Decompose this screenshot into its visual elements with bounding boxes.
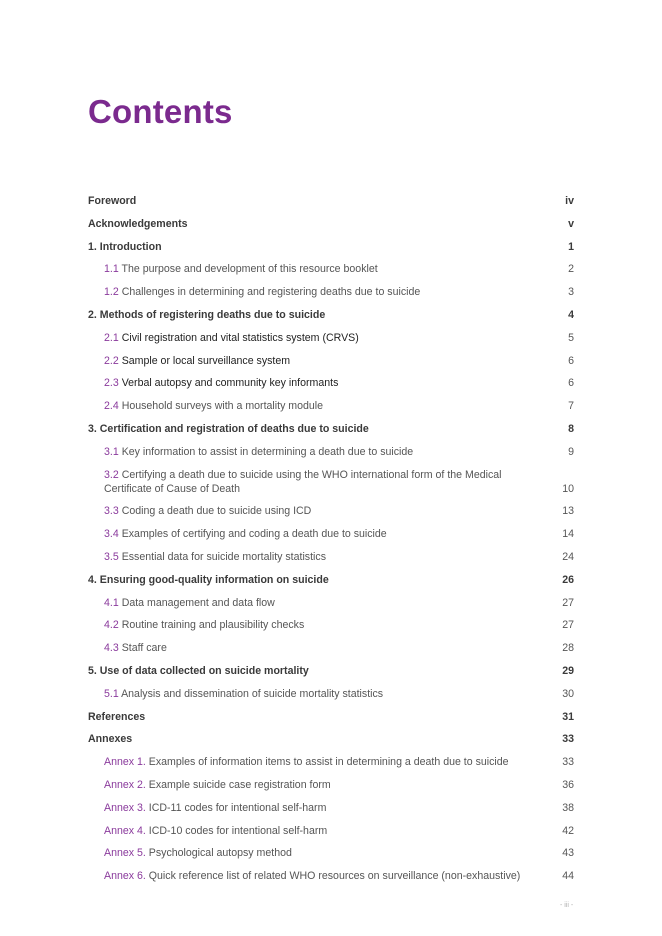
toc-entry-number: 1.1 <box>104 263 119 276</box>
toc-page-number: 33 <box>562 756 574 769</box>
table-of-contents <box>88 190 574 888</box>
toc-entry-title <box>104 399 323 413</box>
toc-page-number: 33 <box>562 733 574 746</box>
toc-section-entry[interactable] <box>88 213 574 236</box>
toc-entry-text: Staff care <box>121 642 167 655</box>
toc-entry-title <box>88 732 132 746</box>
toc-section-entry[interactable] <box>88 569 574 592</box>
toc-subsection-entry[interactable] <box>88 500 574 523</box>
toc-page-number: 36 <box>562 778 574 791</box>
toc-subsection-entry[interactable] <box>88 350 574 373</box>
toc-subsection-entry[interactable] <box>88 327 574 350</box>
toc-entry-title <box>104 801 326 815</box>
toc-entry-number: 3.2 <box>104 468 119 481</box>
toc-page-number: 6 <box>568 354 574 367</box>
toc-subsection-entry[interactable] <box>88 395 574 418</box>
toc-entry-text: 1. Introduction <box>88 240 162 253</box>
toc-page-number: 44 <box>562 870 574 883</box>
toc-entry-number: 5.1 <box>104 687 119 700</box>
toc-subsection-entry[interactable] <box>88 865 574 888</box>
toc-page-number: 10 <box>562 482 574 495</box>
toc-entry-text: Psychological autopsy method <box>148 847 292 860</box>
page-number-footer: - iii - <box>560 902 574 909</box>
toc-subsection-entry[interactable] <box>88 820 574 843</box>
toc-page-number: 24 <box>562 550 574 563</box>
toc-page-number: 9 <box>568 445 574 458</box>
toc-entry-title <box>88 710 145 724</box>
toc-section-entry[interactable] <box>88 304 574 327</box>
toc-page-number: 42 <box>562 824 574 837</box>
toc-entry-number: 1.2 <box>104 286 119 299</box>
toc-entry-title <box>104 869 520 883</box>
toc-entry-text: Coding a death due to suicide using ICD <box>121 505 312 518</box>
toc-page-number: 13 <box>562 505 574 518</box>
toc-entry-text: Key information to assist in determining a death due to suicide <box>121 445 414 458</box>
toc-entry-text: Examples of certifying and coding a death due to suicide <box>121 528 387 541</box>
toc-entry-number: 2.3 <box>104 377 119 390</box>
toc-subsection-entry[interactable] <box>88 751 574 774</box>
toc-subsection-entry[interactable] <box>88 614 574 637</box>
toc-entry-text: Examples of information items to assist in determining a death due to suicide <box>148 756 509 769</box>
toc-entry-text: 4. Ensuring good-quality information on suicide <box>88 573 329 586</box>
toc-subsection-entry[interactable] <box>88 546 574 569</box>
toc-entry-title <box>88 240 162 254</box>
toc-page-number: 27 <box>562 619 574 632</box>
toc-entry-title <box>104 354 290 368</box>
toc-page-number: 4 <box>568 308 574 321</box>
toc-entry-text: Analysis and dissemination of suicide mortality statistics <box>121 687 384 700</box>
toc-page-number: iv <box>565 195 574 207</box>
toc-entry-text: Routine training and plausibility checks <box>121 619 305 632</box>
toc-subsection-entry[interactable] <box>88 258 574 281</box>
toc-entry-title <box>88 422 369 436</box>
toc-section-entry[interactable] <box>88 418 574 441</box>
toc-entry-number: Annex 2. <box>104 778 146 791</box>
toc-entry-text: 5. Use of data collected on suicide mortality <box>88 664 309 677</box>
toc-entry-text: Civil registration and vital statistics system (CRVS) <box>121 331 359 344</box>
toc-entry-text: Annexes <box>88 733 133 746</box>
toc-section-entry[interactable] <box>88 660 574 683</box>
toc-entry-number: 2.2 <box>104 354 119 367</box>
toc-entry-title <box>88 573 329 587</box>
toc-entry-number: 4.1 <box>104 596 119 609</box>
toc-section-entry[interactable] <box>88 706 574 729</box>
toc-entry-title <box>88 308 325 322</box>
toc-entry-title <box>104 687 383 701</box>
toc-page-number: 28 <box>562 642 574 655</box>
toc-entry-text: Challenges in determining and registering deaths due to suicide <box>121 286 421 299</box>
toc-section-entry[interactable] <box>88 728 574 751</box>
toc-page-number: 38 <box>562 801 574 814</box>
toc-subsection-entry[interactable] <box>88 637 574 660</box>
toc-entry-title <box>88 194 136 208</box>
toc-page-number: 14 <box>562 528 574 541</box>
toc-entry-number: Annex 6. <box>104 870 146 883</box>
toc-page-number: 43 <box>562 847 574 860</box>
toc-entry-text: Data management and data flow <box>121 596 275 609</box>
toc-entry-text: Sample or local surveillance system <box>121 354 291 367</box>
toc-entry-number: 2.4 <box>104 400 119 413</box>
toc-entry-title <box>104 262 378 276</box>
toc-entry-text: Acknowledgements <box>88 217 188 230</box>
toc-entry-number: 3.4 <box>104 528 119 541</box>
toc-page-number: 1 <box>568 240 574 253</box>
toc-subsection-entry[interactable] <box>88 523 574 546</box>
toc-entry-number: 4.2 <box>104 619 119 632</box>
toc-entry-title <box>104 285 420 299</box>
toc-entry-number: 3.5 <box>104 550 119 563</box>
toc-entry-number: 3.3 <box>104 505 119 518</box>
toc-entry-text: The purpose and development of this resource booklet <box>121 263 378 276</box>
toc-page-number: 6 <box>568 377 574 390</box>
toc-subsection-entry[interactable] <box>88 842 574 865</box>
toc-entry-title <box>88 217 188 231</box>
toc-page-number: 27 <box>562 596 574 609</box>
toc-page-number: 26 <box>562 573 574 586</box>
toc-entry-number: 3.1 <box>104 445 119 458</box>
toc-entry-number: 2.1 <box>104 331 119 344</box>
toc-subsection-entry[interactable] <box>88 797 574 820</box>
toc-page-number: 3 <box>568 286 574 299</box>
toc-entry-title <box>104 527 387 541</box>
toc-subsection-entry[interactable] <box>88 372 574 395</box>
toc-page-number: 29 <box>562 664 574 677</box>
toc-entry-text: Verbal autopsy and community key informants <box>121 377 339 390</box>
toc-entry-title <box>104 468 524 496</box>
toc-entry-title <box>104 596 275 610</box>
toc-page-number: 2 <box>568 263 574 276</box>
page-title: Contents <box>88 93 233 130</box>
toc-entry-number: Annex 3. <box>104 801 146 814</box>
toc-entry-title <box>104 376 338 390</box>
toc-entry-title <box>104 824 327 838</box>
toc-page-number: 8 <box>568 422 574 435</box>
toc-entry-title <box>104 755 509 769</box>
toc-entry-title <box>104 550 326 564</box>
toc-subsection-entry[interactable] <box>88 441 574 464</box>
toc-entry-text: Example suicide case registration form <box>148 778 331 791</box>
toc-entry-title <box>104 504 311 518</box>
toc-entry-title <box>104 641 167 655</box>
toc-entry-text: References <box>88 710 146 723</box>
toc-entry-text: Certifying a death due to suicide using the WHO international form of the Medical Certificate of Cause of Death <box>104 468 502 495</box>
toc-page-number: 31 <box>562 710 574 723</box>
toc-entry-title <box>104 846 292 860</box>
toc-subsection-entry[interactable] <box>88 774 574 797</box>
toc-entry-text: 2. Methods of registering deaths due to suicide <box>88 308 326 321</box>
toc-entry-text: ICD-10 codes for intentional self-harm <box>148 824 328 837</box>
toc-entry-text: Household surveys with a mortality module <box>121 400 324 413</box>
toc-entry-text: 3. Certification and registration of deaths due to suicide <box>88 422 369 435</box>
toc-page-number: 30 <box>562 687 574 700</box>
toc-subsection-entry[interactable] <box>88 683 574 706</box>
toc-entry-number: Annex 5. <box>104 847 146 860</box>
toc-entry-title <box>88 664 309 678</box>
toc-section-entry[interactable] <box>88 236 574 259</box>
toc-entry-number: Annex 1. <box>104 756 146 769</box>
toc-entry-number: Annex 4. <box>104 824 146 837</box>
toc-page-number: 7 <box>568 400 574 413</box>
toc-entry-title <box>104 445 413 459</box>
toc-entry-title <box>104 331 359 345</box>
toc-page-number: 5 <box>568 331 574 344</box>
toc-section-entry[interactable] <box>88 190 574 213</box>
toc-subsection-entry[interactable] <box>88 592 574 615</box>
toc-subsection-entry[interactable] <box>88 464 574 501</box>
toc-entry-text: Essential data for suicide mortality statistics <box>121 550 326 563</box>
toc-entry-text: Quick reference list of related WHO resources on surveillance (non-exhaustive) <box>148 870 521 883</box>
toc-subsection-entry[interactable] <box>88 281 574 304</box>
toc-entry-number: 4.3 <box>104 642 119 655</box>
toc-entry-title <box>104 618 304 632</box>
toc-entry-text: ICD-11 codes for intentional self-harm <box>148 801 327 814</box>
toc-entry-text: Foreword <box>88 195 137 207</box>
toc-entry-title <box>104 778 331 792</box>
toc-page-number: v <box>568 217 574 230</box>
